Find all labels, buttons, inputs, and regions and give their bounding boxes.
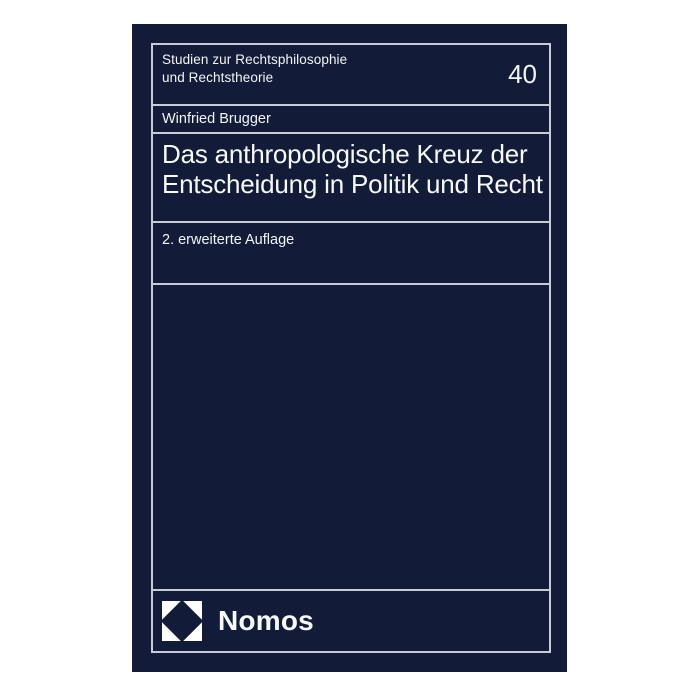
book-cover	[132, 24, 567, 672]
series-title	[153, 45, 347, 104]
book-title-line2: Entscheidung in Politik und Recht	[162, 169, 543, 199]
series-title-line1: Studien zur Rechtsphilosophie	[162, 52, 348, 67]
publisher-section	[153, 591, 549, 651]
volume-number: 40	[508, 59, 537, 89]
series-section	[153, 45, 549, 106]
edition-label: 2. erweiterte Auflage	[162, 232, 295, 248]
author-section	[153, 106, 549, 134]
author-name: Winfried Brugger	[162, 111, 271, 127]
blank-section	[153, 285, 549, 591]
nomos-logo	[162, 601, 202, 641]
edition-section	[153, 223, 549, 285]
diamond-icon	[162, 601, 202, 641]
title-section	[153, 134, 549, 223]
publisher-name: Nomos	[218, 605, 314, 636]
book-title-line1: Das anthropologische Kreuz der	[162, 139, 528, 169]
series-title-line2: und Rechtstheorie	[162, 70, 274, 85]
cover-frame	[151, 43, 551, 653]
